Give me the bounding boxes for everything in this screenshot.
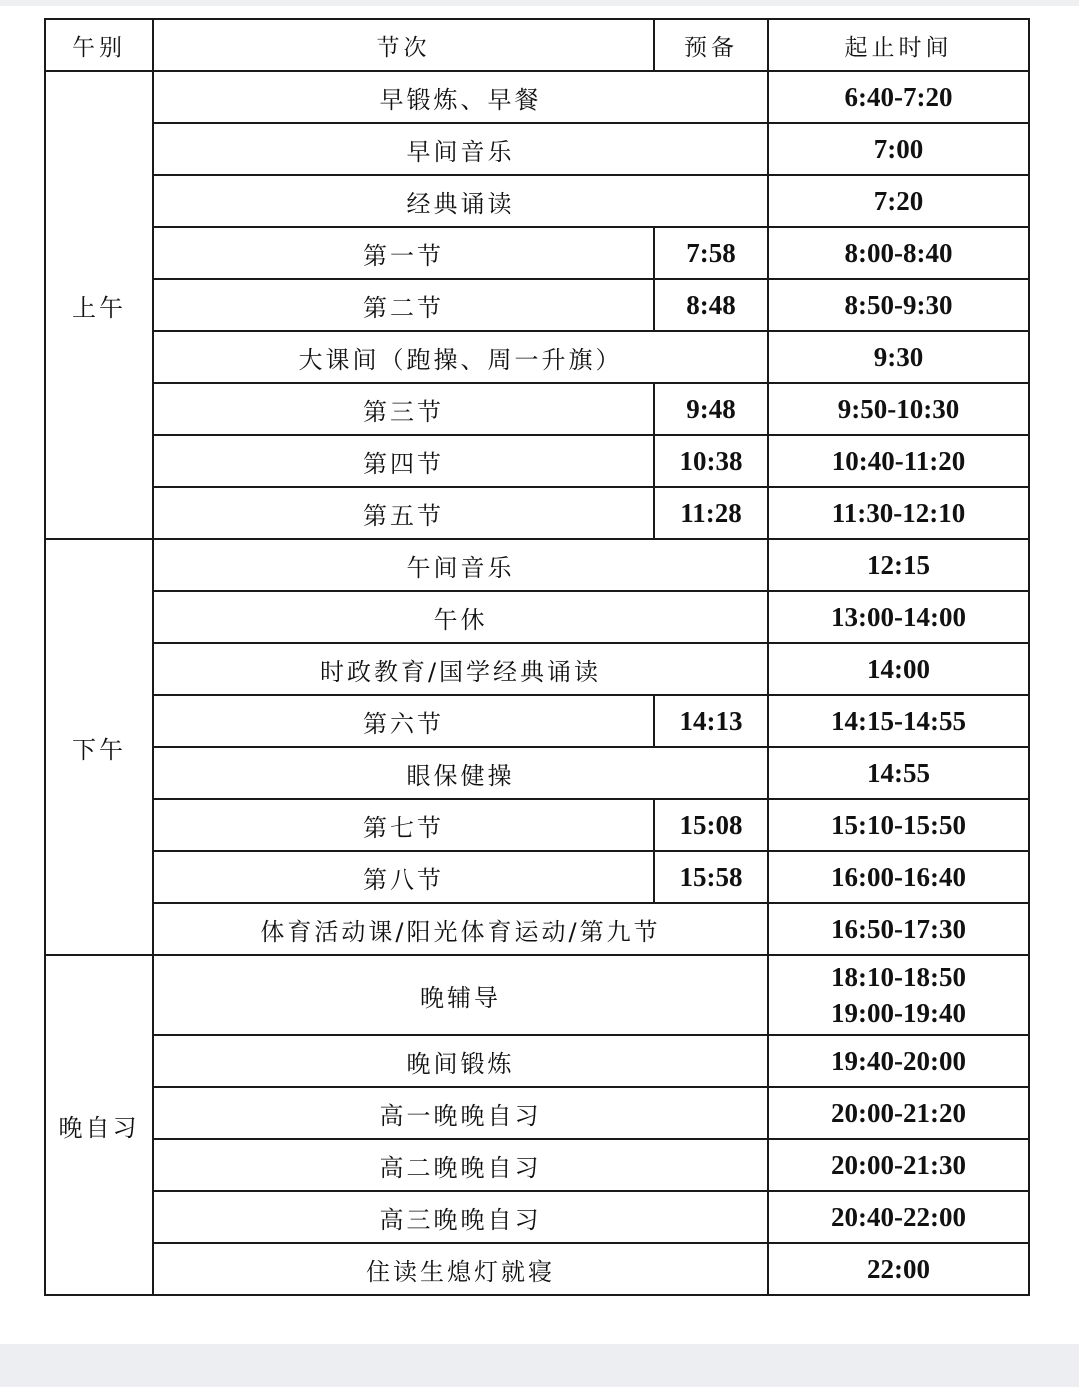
prep-cell: 7:58 bbox=[654, 227, 768, 279]
group-evening: 晚自习 bbox=[45, 955, 153, 1295]
section-cell: 高三晚晚自习 bbox=[153, 1191, 768, 1243]
table-row bbox=[45, 643, 1029, 695]
time-cell: 20:40-22:00 bbox=[768, 1191, 1029, 1243]
section-cell: 第八节 bbox=[153, 851, 654, 903]
prep-cell: 15:08 bbox=[654, 799, 768, 851]
section-cell: 第七节 bbox=[153, 799, 654, 851]
header-period: 午别 bbox=[45, 19, 153, 71]
time-cell: 19:40-20:00 bbox=[768, 1035, 1029, 1087]
section-cell: 第六节 bbox=[153, 695, 654, 747]
table-row bbox=[45, 123, 1029, 175]
table-row bbox=[45, 279, 1029, 331]
section-cell: 眼保健操 bbox=[153, 747, 768, 799]
prep-cell: 14:13 bbox=[654, 695, 768, 747]
section-cell: 午休 bbox=[153, 591, 768, 643]
table-row bbox=[45, 227, 1029, 279]
section-cell: 第一节 bbox=[153, 227, 654, 279]
section-cell: 晚辅导 bbox=[153, 955, 768, 1035]
table-row bbox=[45, 903, 1029, 955]
time-cell: 13:00-14:00 bbox=[768, 591, 1029, 643]
table-row bbox=[45, 1243, 1029, 1295]
page-bottom-edge bbox=[0, 1344, 1079, 1387]
time-cell: 14:00 bbox=[768, 643, 1029, 695]
table-row bbox=[45, 747, 1029, 799]
time-cell: 8:50-9:30 bbox=[768, 279, 1029, 331]
header-section: 节次 bbox=[153, 19, 654, 71]
section-cell: 大课间（跑操、周一升旗） bbox=[153, 331, 768, 383]
section-cell: 午间音乐 bbox=[153, 539, 768, 591]
prep-cell: 9:48 bbox=[654, 383, 768, 435]
header-row bbox=[45, 19, 1029, 71]
table-row bbox=[45, 383, 1029, 435]
time-cell: 15:10-15:50 bbox=[768, 799, 1029, 851]
section-cell: 早间音乐 bbox=[153, 123, 768, 175]
section-cell: 第四节 bbox=[153, 435, 654, 487]
table-row bbox=[45, 799, 1029, 851]
table-row bbox=[45, 591, 1029, 643]
time-cell: 14:15-14:55 bbox=[768, 695, 1029, 747]
prep-cell: 10:38 bbox=[654, 435, 768, 487]
time-cell: 9:30 bbox=[768, 331, 1029, 383]
time-cell: 14:55 bbox=[768, 747, 1029, 799]
time-cell: 16:50-17:30 bbox=[768, 903, 1029, 955]
time-cell: 22:00 bbox=[768, 1243, 1029, 1295]
time-cell: 8:00-8:40 bbox=[768, 227, 1029, 279]
prep-cell: 11:28 bbox=[654, 487, 768, 539]
table-row bbox=[45, 1035, 1029, 1087]
section-cell: 第三节 bbox=[153, 383, 654, 435]
time-cell: 20:00-21:20 bbox=[768, 1087, 1029, 1139]
time-cell: 11:30-12:10 bbox=[768, 487, 1029, 539]
time-cell: 6:40-7:20 bbox=[768, 71, 1029, 123]
table-row bbox=[45, 487, 1029, 539]
section-cell: 早锻炼、早餐 bbox=[153, 71, 768, 123]
section-cell: 住读生熄灯就寝 bbox=[153, 1243, 768, 1295]
header-prep: 预备 bbox=[654, 19, 768, 71]
time-cell bbox=[768, 955, 1029, 1035]
schedule-table bbox=[44, 18, 1030, 1296]
table-row bbox=[45, 1087, 1029, 1139]
time-cell: 10:40-11:20 bbox=[768, 435, 1029, 487]
group-morning: 上午 bbox=[45, 71, 153, 539]
time-cell: 12:15 bbox=[768, 539, 1029, 591]
section-cell: 第二节 bbox=[153, 279, 654, 331]
group-afternoon: 下午 bbox=[45, 539, 153, 955]
schedule-sheet bbox=[0, 6, 1079, 1344]
section-cell: 晚间锻炼 bbox=[153, 1035, 768, 1087]
section-cell: 时政教育/国学经典诵读 bbox=[153, 643, 768, 695]
section-cell: 体育活动课/阳光体育运动/第九节 bbox=[153, 903, 768, 955]
time-line-1: 18:10-18:50 bbox=[831, 962, 966, 992]
time-cell: 9:50-10:30 bbox=[768, 383, 1029, 435]
prep-cell: 15:58 bbox=[654, 851, 768, 903]
time-cell: 7:00 bbox=[768, 123, 1029, 175]
section-cell: 经典诵读 bbox=[153, 175, 768, 227]
header-time: 起止时间 bbox=[768, 19, 1029, 71]
table-row bbox=[45, 331, 1029, 383]
prep-cell: 8:48 bbox=[654, 279, 768, 331]
table-row bbox=[45, 175, 1029, 227]
section-cell: 高二晚晚自习 bbox=[153, 1139, 768, 1191]
table-row bbox=[45, 1191, 1029, 1243]
table-row bbox=[45, 851, 1029, 903]
section-cell: 第五节 bbox=[153, 487, 654, 539]
time-cell: 7:20 bbox=[768, 175, 1029, 227]
table-row bbox=[45, 955, 1029, 1035]
table-row bbox=[45, 435, 1029, 487]
time-line-2: 19:00-19:40 bbox=[831, 998, 966, 1028]
table-row bbox=[45, 539, 1029, 591]
time-cell: 16:00-16:40 bbox=[768, 851, 1029, 903]
table-row bbox=[45, 1139, 1029, 1191]
table-row bbox=[45, 695, 1029, 747]
time-cell: 20:00-21:30 bbox=[768, 1139, 1029, 1191]
section-cell: 高一晚晚自习 bbox=[153, 1087, 768, 1139]
table-row bbox=[45, 71, 1029, 123]
